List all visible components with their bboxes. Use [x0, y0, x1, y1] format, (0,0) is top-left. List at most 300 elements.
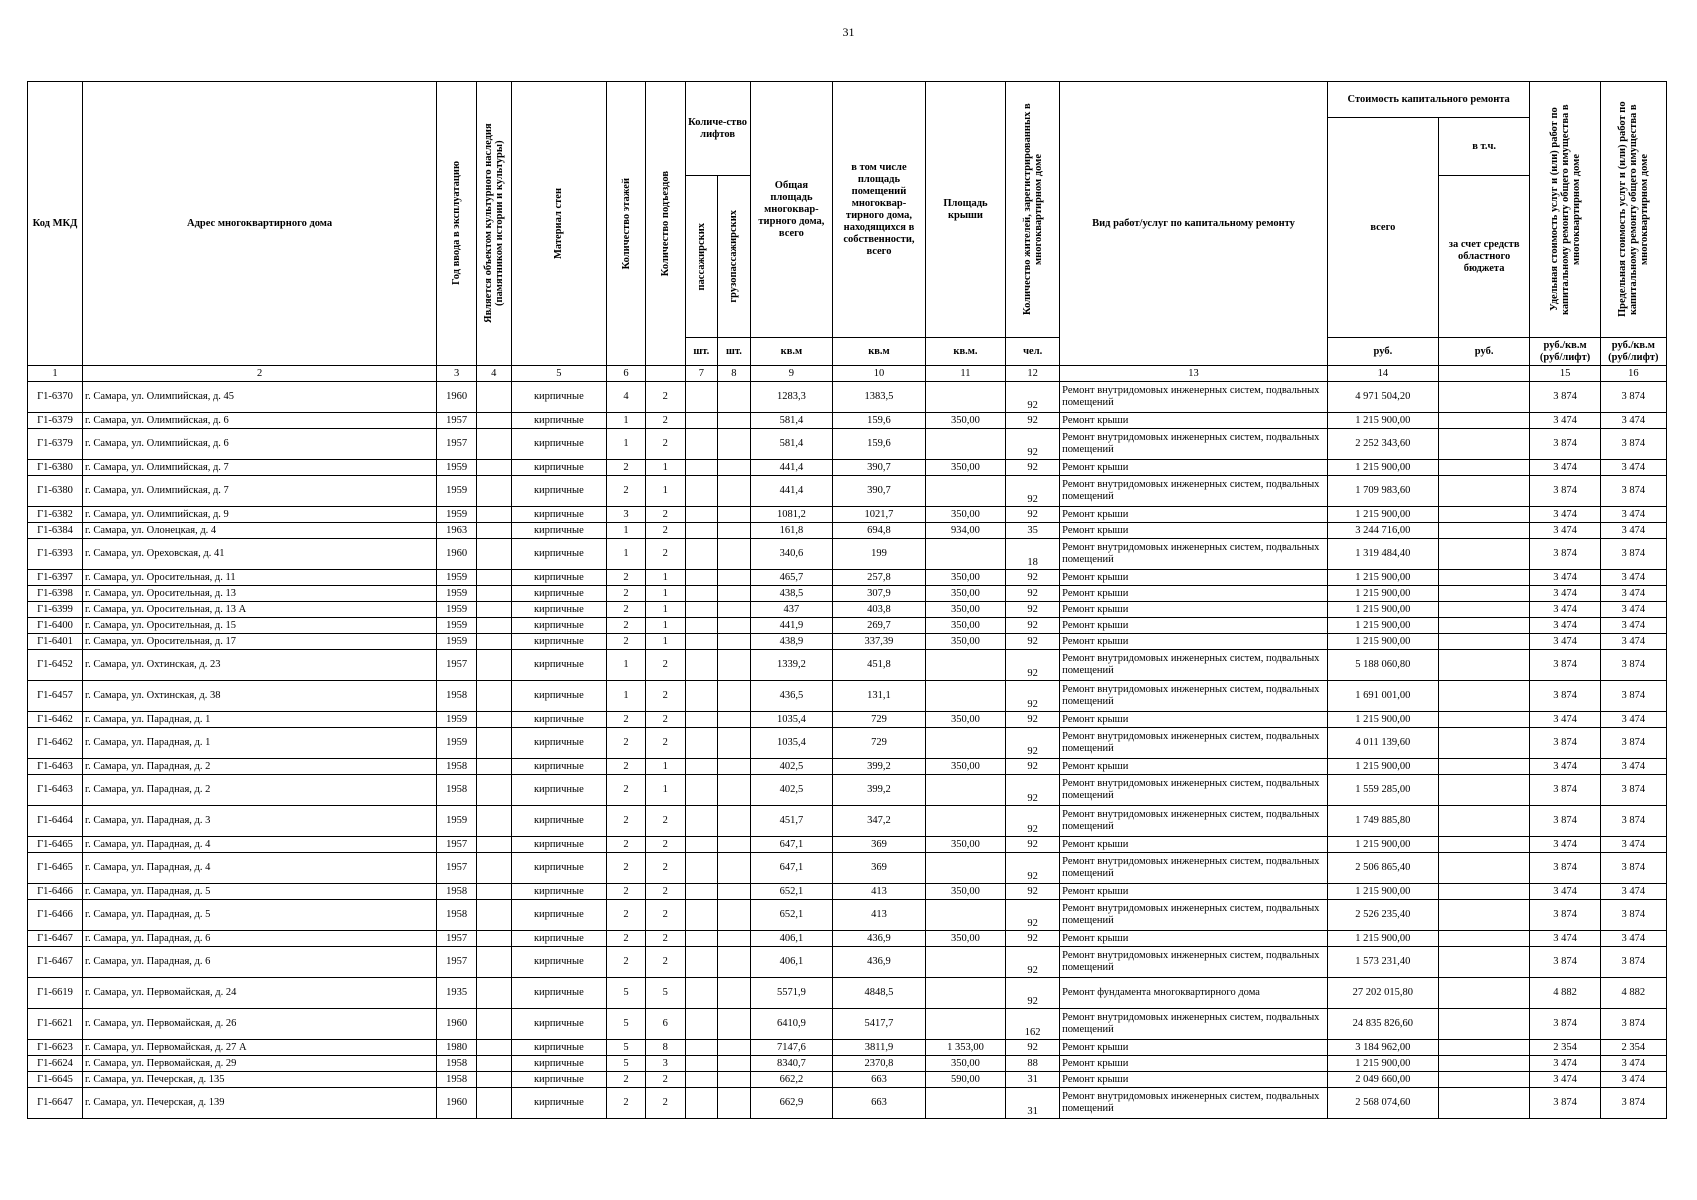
column-number: 12: [1006, 366, 1060, 382]
cell-unit-cost: 3 874: [1530, 539, 1600, 570]
cell-year: 1957: [437, 931, 477, 947]
unit-pcs-pass: шт.: [685, 338, 718, 366]
table-row: [28, 900, 1667, 931]
cell-cost-regional: [1438, 837, 1530, 853]
column-number: 7: [685, 366, 718, 382]
cell-work-type: Ремонт крыши: [1060, 1072, 1328, 1088]
table-row: [28, 602, 1667, 618]
cell-owned-area: 269,7: [833, 618, 926, 634]
cell-material: кирпичные: [511, 837, 607, 853]
cell-total-area: 662,2: [750, 1072, 832, 1088]
cell-max-cost: 3 874: [1600, 806, 1666, 837]
cell-roof-area: [925, 900, 1005, 931]
cell-lifts-cargo: [718, 931, 751, 947]
header-residents: Количество жителей, зарегистрированных в многоквартирном доме: [1021, 103, 1044, 316]
cell-entrances: 2: [645, 712, 685, 728]
cell-kod: Г1-6621: [28, 1009, 83, 1040]
cell-unit-cost: 3 474: [1530, 460, 1600, 476]
cell-total-area: 7147,6: [750, 1040, 832, 1056]
cell-lifts-pass: [685, 728, 718, 759]
cell-floors: 5: [607, 1009, 646, 1040]
cell-entrances: 1: [645, 476, 685, 507]
column-number: [645, 366, 685, 382]
cell-year: 1959: [437, 602, 477, 618]
cell-floors: 2: [607, 586, 646, 602]
cell-entrances: 2: [645, 650, 685, 681]
cell-entrances: 8: [645, 1040, 685, 1056]
cell-lifts-pass: [685, 413, 718, 429]
column-number: 1: [28, 366, 83, 382]
unit-cost-regional: руб.: [1438, 338, 1530, 366]
cell-roof-area: [925, 681, 1005, 712]
cell-owned-area: 2370,8: [833, 1056, 926, 1072]
cell-lifts-pass: [685, 884, 718, 900]
cell-kod: Г1-6380: [28, 476, 83, 507]
cell-floors: 2: [607, 460, 646, 476]
cell-lifts-pass: [685, 931, 718, 947]
cell-material: кирпичные: [511, 650, 607, 681]
header-total-area: Общая площадь многоквар-тирного дома, всего: [750, 82, 832, 338]
cell-owned-area: 1383,5: [833, 382, 926, 413]
cell-year: 1960: [437, 539, 477, 570]
cell-roof-area: 350,00: [925, 602, 1005, 618]
cell-roof-area: 350,00: [925, 1056, 1005, 1072]
cell-heritage: [476, 728, 511, 759]
cell-entrances: 2: [645, 931, 685, 947]
cell-unit-cost: 3 474: [1530, 837, 1600, 853]
cell-entrances: 2: [645, 728, 685, 759]
cell-owned-area: 663: [833, 1072, 926, 1088]
table-body: [28, 382, 1667, 1119]
cell-year: 1959: [437, 712, 477, 728]
cell-residents: 92: [1006, 602, 1060, 618]
cell-material: кирпичные: [511, 413, 607, 429]
cell-entrances: 2: [645, 523, 685, 539]
cell-kod: Г1-6619: [28, 978, 83, 1009]
cell-year: 1959: [437, 460, 477, 476]
cell-owned-area: 369: [833, 837, 926, 853]
cell-year: 1959: [437, 507, 477, 523]
cell-floors: 2: [607, 634, 646, 650]
cell-lifts-cargo: [718, 476, 751, 507]
cell-residents: 92: [1006, 931, 1060, 947]
column-number-row: [28, 366, 1667, 382]
header-lifts-cargo: грузопассажирских: [728, 210, 740, 303]
cell-total-area: 662,9: [750, 1088, 832, 1119]
cell-max-cost: 3 474: [1600, 712, 1666, 728]
cell-unit-cost: 3 474: [1530, 586, 1600, 602]
cell-max-cost: 4 882: [1600, 978, 1666, 1009]
cell-floors: 2: [607, 884, 646, 900]
cell-owned-area: 729: [833, 712, 926, 728]
cell-residents: 92: [1006, 618, 1060, 634]
cell-total-area: 647,1: [750, 837, 832, 853]
cell-residents: 92: [1006, 429, 1060, 460]
cell-year: 1958: [437, 759, 477, 775]
cell-lifts-cargo: [718, 618, 751, 634]
cell-max-cost: 3 474: [1600, 618, 1666, 634]
cell-total-area: 5571,9: [750, 978, 832, 1009]
cell-owned-area: 307,9: [833, 586, 926, 602]
cell-total-area: 161,8: [750, 523, 832, 539]
cell-lifts-cargo: [718, 1088, 751, 1119]
cell-entrances: 2: [645, 837, 685, 853]
cell-cost-regional: [1438, 570, 1530, 586]
cell-lifts-cargo: [718, 602, 751, 618]
cell-total-area: 437: [750, 602, 832, 618]
cell-total-area: 1081,2: [750, 507, 832, 523]
table-row: [28, 759, 1667, 775]
cell-work-type: Ремонт крыши: [1060, 618, 1328, 634]
cell-heritage: [476, 900, 511, 931]
cell-residents: 92: [1006, 476, 1060, 507]
cell-cost-regional: [1438, 429, 1530, 460]
cell-material: кирпичные: [511, 884, 607, 900]
cell-material: кирпичные: [511, 523, 607, 539]
cell-material: кирпичные: [511, 1040, 607, 1056]
cell-total-area: 1035,4: [750, 728, 832, 759]
cell-max-cost: 3 474: [1600, 523, 1666, 539]
column-number: 8: [718, 366, 751, 382]
cell-kod: Г1-6400: [28, 618, 83, 634]
cell-lifts-pass: [685, 634, 718, 650]
cell-material: кирпичные: [511, 507, 607, 523]
cell-lifts-pass: [685, 759, 718, 775]
cell-roof-area: [925, 429, 1005, 460]
cell-roof-area: [925, 728, 1005, 759]
cell-year: 1959: [437, 618, 477, 634]
cell-lifts-cargo: [718, 570, 751, 586]
cell-residents: 92: [1006, 570, 1060, 586]
cell-work-type: Ремонт внутридомовых инженерных систем, подвальных помещений: [1060, 681, 1328, 712]
cell-residents: 92: [1006, 884, 1060, 900]
cell-address: г. Самара, ул. Олимпийская, д. 6: [82, 429, 436, 460]
header-heritage: Является объектом культурного наследия (памятником истории и культуры): [482, 123, 505, 324]
cell-material: кирпичные: [511, 712, 607, 728]
cell-kod: Г1-6379: [28, 429, 83, 460]
cell-lifts-pass: [685, 476, 718, 507]
table-row: [28, 931, 1667, 947]
cell-total-area: 581,4: [750, 429, 832, 460]
cell-lifts-cargo: [718, 806, 751, 837]
cell-heritage: [476, 429, 511, 460]
cell-residents: 92: [1006, 837, 1060, 853]
cell-cost-regional: [1438, 759, 1530, 775]
cell-material: кирпичные: [511, 460, 607, 476]
cell-year: 1957: [437, 837, 477, 853]
cell-year: 1957: [437, 650, 477, 681]
cell-cost-regional: [1438, 539, 1530, 570]
table-row: [28, 586, 1667, 602]
unit-residents: чел.: [1006, 338, 1060, 366]
cell-total-area: 652,1: [750, 900, 832, 931]
cell-year: 1960: [437, 1009, 477, 1040]
cell-lifts-pass: [685, 900, 718, 931]
table-row: [28, 884, 1667, 900]
cell-lifts-pass: [685, 978, 718, 1009]
cell-address: г. Самара, ул. Парадная, д. 6: [82, 931, 436, 947]
cell-kod: Г1-6462: [28, 712, 83, 728]
cell-lifts-cargo: [718, 900, 751, 931]
cell-cost-total: 1 215 900,00: [1327, 413, 1438, 429]
cell-total-area: 652,1: [750, 884, 832, 900]
cell-cost-regional: [1438, 523, 1530, 539]
unit-unit-cost: руб./кв.м (руб/лифт): [1530, 338, 1600, 366]
cell-roof-area: [925, 775, 1005, 806]
cell-unit-cost: 3 474: [1530, 570, 1600, 586]
header-roof-area: Площадь крыши: [925, 82, 1005, 338]
cell-entrances: 2: [645, 947, 685, 978]
cell-entrances: 2: [645, 539, 685, 570]
cell-kod: Г1-6623: [28, 1040, 83, 1056]
cell-cost-total: 1 215 900,00: [1327, 634, 1438, 650]
cell-address: г. Самара, ул. Парадная, д. 2: [82, 759, 436, 775]
cell-cost-regional: [1438, 681, 1530, 712]
cell-entrances: 2: [645, 382, 685, 413]
cell-work-type: Ремонт внутридомовых инженерных систем, подвальных помещений: [1060, 728, 1328, 759]
cell-owned-area: 159,6: [833, 413, 926, 429]
cell-unit-cost: 3 874: [1530, 900, 1600, 931]
cell-heritage: [476, 602, 511, 618]
cell-heritage: [476, 806, 511, 837]
cell-year: 1959: [437, 728, 477, 759]
header-work-type: Вид работ/услуг по капитальному ремонту: [1060, 82, 1328, 366]
cell-heritage: [476, 523, 511, 539]
cell-cost-total: 1 215 900,00: [1327, 618, 1438, 634]
column-number: 5: [511, 366, 607, 382]
cell-lifts-pass: [685, 1056, 718, 1072]
cell-cost-regional: [1438, 884, 1530, 900]
cell-entrances: 2: [645, 806, 685, 837]
cell-floors: 2: [607, 759, 646, 775]
cell-kod: Г1-6464: [28, 806, 83, 837]
cell-unit-cost: 3 474: [1530, 712, 1600, 728]
cell-max-cost: 3 874: [1600, 650, 1666, 681]
cell-owned-area: 399,2: [833, 759, 926, 775]
cell-heritage: [476, 931, 511, 947]
cell-residents: 92: [1006, 728, 1060, 759]
cell-roof-area: [925, 1088, 1005, 1119]
column-number: 10: [833, 366, 926, 382]
cell-material: кирпичные: [511, 978, 607, 1009]
cell-residents: 18: [1006, 539, 1060, 570]
cell-address: г. Самара, ул. Оросительная, д. 17: [82, 634, 436, 650]
cell-cost-total: 1 215 900,00: [1327, 507, 1438, 523]
cell-kod: Г1-6467: [28, 931, 83, 947]
cell-lifts-pass: [685, 618, 718, 634]
cell-cost-regional: [1438, 618, 1530, 634]
cell-work-type: Ремонт крыши: [1060, 523, 1328, 539]
cell-residents: 31: [1006, 1088, 1060, 1119]
cell-entrances: 1: [645, 460, 685, 476]
cell-max-cost: 3 474: [1600, 884, 1666, 900]
cell-owned-area: 403,8: [833, 602, 926, 618]
cell-floors: 2: [607, 1072, 646, 1088]
cell-material: кирпичные: [511, 759, 607, 775]
cell-unit-cost: 3 474: [1530, 413, 1600, 429]
cell-unit-cost: 3 874: [1530, 947, 1600, 978]
cell-lifts-pass: [685, 570, 718, 586]
cell-owned-area: 436,9: [833, 931, 926, 947]
cell-roof-area: 1 353,00: [925, 1040, 1005, 1056]
cell-total-area: 1035,4: [750, 712, 832, 728]
cell-work-type: Ремонт внутридомовых инженерных систем, подвальных помещений: [1060, 900, 1328, 931]
cell-entrances: 1: [645, 618, 685, 634]
cell-lifts-cargo: [718, 429, 751, 460]
cell-max-cost: 3 474: [1600, 837, 1666, 853]
cell-unit-cost: 3 474: [1530, 931, 1600, 947]
cell-roof-area: [925, 806, 1005, 837]
cell-address: г. Самара, ул. Оросительная, д. 13 А: [82, 602, 436, 618]
cell-max-cost: 3 874: [1600, 947, 1666, 978]
column-number: 2: [82, 366, 436, 382]
table-row: [28, 712, 1667, 728]
cell-cost-total: 1 215 900,00: [1327, 602, 1438, 618]
cell-kod: Г1-6379: [28, 413, 83, 429]
table-row: [28, 429, 1667, 460]
cell-material: кирпичные: [511, 681, 607, 712]
cell-floors: 1: [607, 681, 646, 712]
cell-material: кирпичные: [511, 429, 607, 460]
cell-cost-total: 1 215 900,00: [1327, 570, 1438, 586]
cell-unit-cost: 3 874: [1530, 382, 1600, 413]
cell-max-cost: 3 474: [1600, 1056, 1666, 1072]
column-number: 14: [1327, 366, 1438, 382]
cell-roof-area: [925, 382, 1005, 413]
cell-roof-area: [925, 853, 1005, 884]
cell-heritage: [476, 775, 511, 806]
cell-address: г. Самара, ул. Оросительная, д. 13: [82, 586, 436, 602]
cell-lifts-cargo: [718, 712, 751, 728]
cell-max-cost: 3 474: [1600, 413, 1666, 429]
cell-heritage: [476, 650, 511, 681]
cell-year: 1959: [437, 570, 477, 586]
cell-cost-regional: [1438, 460, 1530, 476]
column-number: 3: [437, 366, 477, 382]
cell-material: кирпичные: [511, 1072, 607, 1088]
cell-heritage: [476, 853, 511, 884]
cell-kod: Г1-6467: [28, 947, 83, 978]
cell-residents: 92: [1006, 853, 1060, 884]
cell-material: кирпичные: [511, 570, 607, 586]
cell-lifts-pass: [685, 650, 718, 681]
cell-unit-cost: 3 474: [1530, 759, 1600, 775]
cell-address: г. Самара, ул. Олимпийская, д. 7: [82, 460, 436, 476]
cell-lifts-pass: [685, 681, 718, 712]
cell-lifts-cargo: [718, 728, 751, 759]
cell-floors: 2: [607, 837, 646, 853]
cell-entrances: 1: [645, 759, 685, 775]
cell-heritage: [476, 712, 511, 728]
cell-cost-total: 1 573 231,40: [1327, 947, 1438, 978]
table-row: [28, 978, 1667, 1009]
cell-material: кирпичные: [511, 900, 607, 931]
cell-cost-regional: [1438, 1088, 1530, 1119]
cell-lifts-cargo: [718, 759, 751, 775]
cell-total-area: 406,1: [750, 947, 832, 978]
cell-residents: 92: [1006, 634, 1060, 650]
cell-owned-area: 413: [833, 900, 926, 931]
cell-max-cost: 3 874: [1600, 1088, 1666, 1119]
cell-lifts-cargo: [718, 460, 751, 476]
column-number: 11: [925, 366, 1005, 382]
unit-roof-area: кв.м.: [925, 338, 1005, 366]
cell-floors: 5: [607, 978, 646, 1009]
header-unit-cost: Удельная стоимость услуг и (или) работ по капитальному ремонту общего имущества в многоквартирном доме: [1548, 104, 1582, 315]
cell-residents: 92: [1006, 460, 1060, 476]
cell-owned-area: 4848,5: [833, 978, 926, 1009]
cell-heritage: [476, 1088, 511, 1119]
cell-lifts-cargo: [718, 1040, 751, 1056]
cell-cost-total: 27 202 015,80: [1327, 978, 1438, 1009]
column-number: 15: [1530, 366, 1600, 382]
cell-residents: 35: [1006, 523, 1060, 539]
cell-roof-area: [925, 947, 1005, 978]
cell-max-cost: 3 474: [1600, 570, 1666, 586]
cell-roof-area: 350,00: [925, 884, 1005, 900]
header-cost-total: всего: [1327, 118, 1438, 338]
cell-owned-area: 131,1: [833, 681, 926, 712]
cell-floors: 1: [607, 429, 646, 460]
cell-cost-total: 1 691 001,00: [1327, 681, 1438, 712]
cell-address: г. Самара, ул. Первомайская, д. 24: [82, 978, 436, 1009]
cell-heritage: [476, 539, 511, 570]
cell-entrances: 2: [645, 507, 685, 523]
cell-kod: Г1-6457: [28, 681, 83, 712]
cell-year: 1958: [437, 681, 477, 712]
cell-address: г. Самара, ул. Печерская, д. 135: [82, 1072, 436, 1088]
cell-floors: 1: [607, 413, 646, 429]
cell-cost-total: 1 709 983,60: [1327, 476, 1438, 507]
cell-material: кирпичные: [511, 947, 607, 978]
cell-address: г. Самара, ул. Парадная, д. 4: [82, 853, 436, 884]
cell-year: 1959: [437, 634, 477, 650]
cell-lifts-cargo: [718, 586, 751, 602]
cell-roof-area: [925, 476, 1005, 507]
cell-heritage: [476, 1056, 511, 1072]
cell-entrances: 2: [645, 681, 685, 712]
table-row: [28, 837, 1667, 853]
cell-roof-area: 350,00: [925, 507, 1005, 523]
unit-max-cost: руб./кв.м (руб/лифт): [1600, 338, 1666, 366]
cell-residents: 92: [1006, 806, 1060, 837]
cell-kod: Г1-6645: [28, 1072, 83, 1088]
cell-roof-area: 350,00: [925, 837, 1005, 853]
cell-kod: Г1-6466: [28, 884, 83, 900]
cell-owned-area: 729: [833, 728, 926, 759]
cell-heritage: [476, 413, 511, 429]
cell-cost-regional: [1438, 602, 1530, 618]
cell-address: г. Самара, ул. Парадная, д. 4: [82, 837, 436, 853]
cell-max-cost: 3 474: [1600, 460, 1666, 476]
cell-lifts-pass: [685, 806, 718, 837]
table-row: [28, 460, 1667, 476]
cell-kod: Г1-6398: [28, 586, 83, 602]
cell-max-cost: 3 874: [1600, 1009, 1666, 1040]
cell-total-area: 465,7: [750, 570, 832, 586]
cell-address: г. Самара, ул. Охтинская, д. 23: [82, 650, 436, 681]
cell-lifts-pass: [685, 602, 718, 618]
cell-heritage: [476, 1009, 511, 1040]
cell-cost-regional: [1438, 931, 1530, 947]
header-cost: Стоимость капитального ремонта: [1327, 82, 1530, 118]
cell-year: 1957: [437, 413, 477, 429]
cell-cost-regional: [1438, 634, 1530, 650]
cell-cost-regional: [1438, 382, 1530, 413]
cell-entrances: 2: [645, 413, 685, 429]
table-row: [28, 1009, 1667, 1040]
column-number: [1438, 366, 1530, 382]
